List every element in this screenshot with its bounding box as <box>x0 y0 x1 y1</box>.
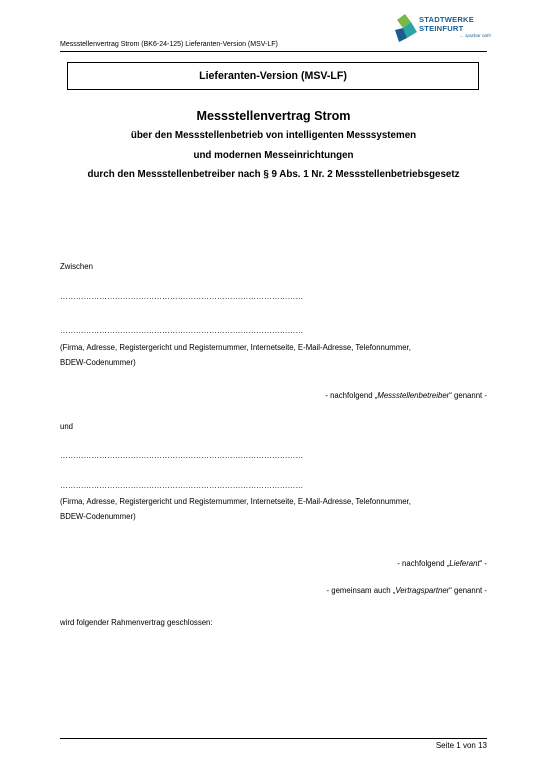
logo-wordmark: STADTWERKE STEINFURT <box>419 15 475 33</box>
version-box <box>67 62 479 90</box>
document-title: Messstellenvertrag Strom <box>196 109 351 123</box>
fill-in-line: ………………………………………………………………………………… <box>60 292 304 301</box>
fill-in-line: ………………………………………………………………………………… <box>60 481 304 490</box>
running-header: Messstellenvertrag Strom (BK6-24-125) Lieferanten-Version (MSV-LF) <box>60 41 278 48</box>
version-label: Lieferanten-Version (MSV-LF) <box>199 70 347 82</box>
party-info-text: (Firma, Adresse, Registergericht und Registernummer, Internetseite, E-Mail-Adresse, Telefonnummer, <box>60 497 411 506</box>
between-label: Zwischen <box>60 262 93 271</box>
party-info-text: BDEW-Codenummer) <box>60 512 136 521</box>
page-number: Seite 1 von 13 <box>435 741 487 750</box>
party-info-text: BDEW-Codenummer) <box>60 358 136 367</box>
logo-tagline: ... spürbar nah! <box>460 33 491 38</box>
fill-in-line: ………………………………………………………………………………… <box>60 326 304 335</box>
fill-in-line: ………………………………………………………………………………… <box>60 451 304 460</box>
msb-designation: - nachfolgend „Messstellenbetreiber“ genannt - <box>325 391 487 400</box>
party-info-text: (Firma, Adresse, Registergericht und Registernummer, Internetseite, E-Mail-Adresse, Telefonnummer, <box>60 343 411 352</box>
parties-designation: - gemeinsam auch „Vertragspartner“ genannt - <box>326 586 487 595</box>
and-label: und <box>60 422 74 431</box>
subtitle-line: über den Messstellenbetrieb von intelligenten Messsystemen <box>130 130 417 141</box>
header-divider <box>60 51 487 52</box>
subtitle-line: und modernen Messeinrichtungen <box>193 150 354 161</box>
supplier-designation: - nachfolgend „Lieferant“ - <box>397 559 487 568</box>
footer-divider <box>60 738 487 739</box>
subtitle-line: durch den Messstellenbetreiber nach § 9 Abs. 1 Nr. 2 Messstellenbetriebsgesetz <box>87 169 460 180</box>
closing-statement: wird folgender Rahmenvertrag geschlossen: <box>60 618 213 627</box>
